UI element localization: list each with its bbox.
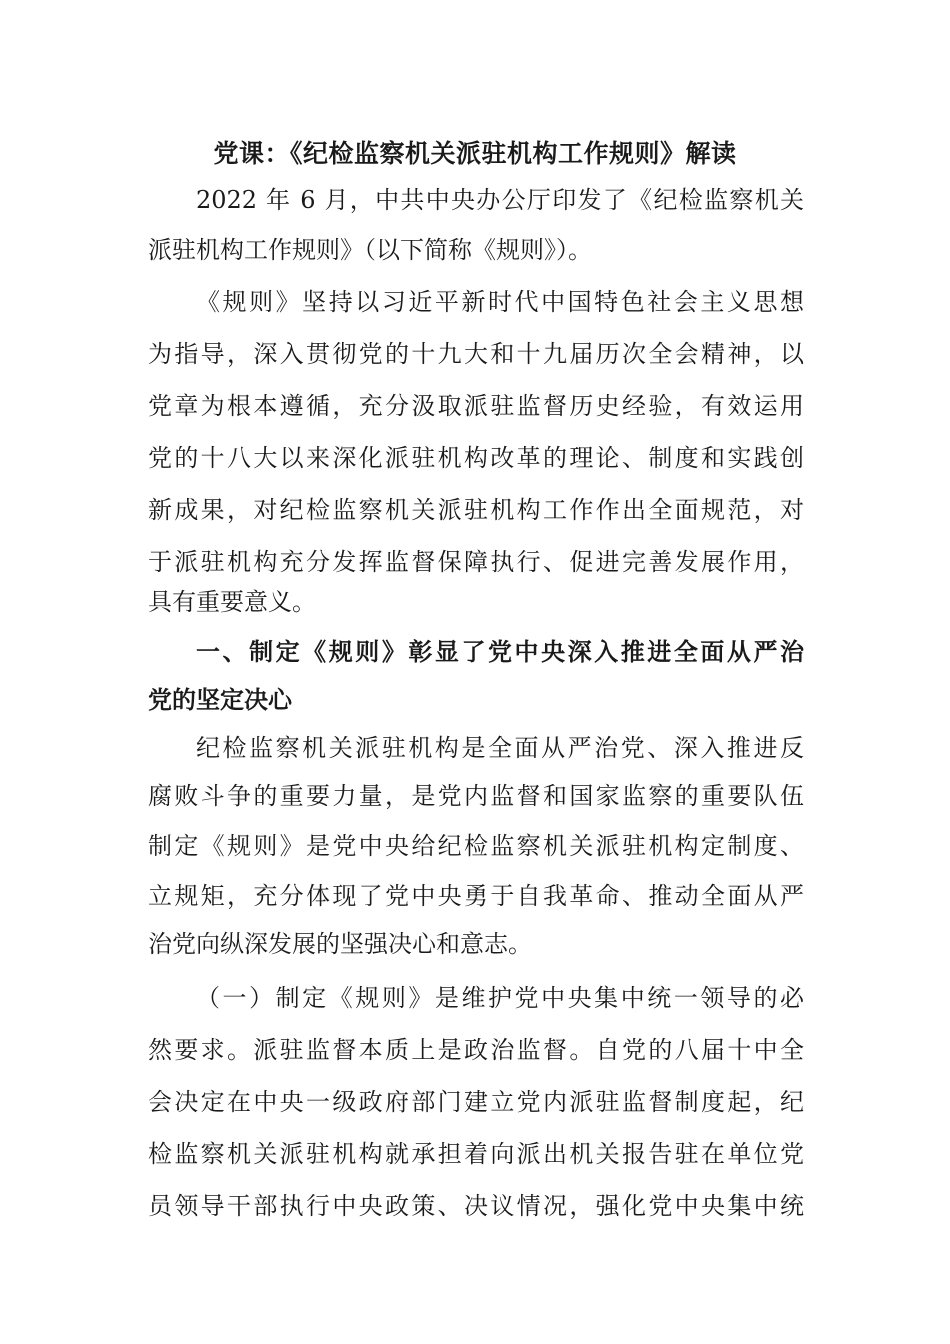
paragraph-line: 2022 年 6 月，中共中央办公厅印发了《纪检监察机关	[196, 186, 804, 214]
paragraph-line: 具有重要意义。	[148, 588, 316, 616]
paragraph-line: 党章为根本遵循，充分汲取派驻监督历史经验，有效运用	[148, 392, 804, 420]
section-heading: 党的坚定决心	[148, 686, 292, 714]
paragraph-line: 员领导干部执行中央政策、决议情况，强化党中央集中统	[148, 1192, 804, 1220]
paragraph-line: 党的十八大以来深化派驻机构改革的理论、制度和实践创	[148, 444, 804, 472]
paragraph-line: 于派驻机构充分发挥监督保障执行、促进完善发展作用，	[148, 548, 804, 576]
paragraph-line: 《规则》坚持以习近平新时代中国特色社会主义思想	[196, 288, 804, 316]
paragraph-line: 纪检监察机关派驻机构是全面从严治党、深入推进反	[196, 734, 804, 762]
paragraph-line: 为指导，深入贯彻党的十九大和十九届历次全会精神，以	[148, 340, 804, 368]
paragraph-line: 治党向纵深发展的坚强决心和意志。	[148, 930, 532, 958]
paragraph-line: 派驻机构工作规则》（以下简称《规则》）。	[148, 236, 592, 264]
paragraph-line: 制定《规则》是党中央给纪检监察机关派驻机构定制度、	[148, 832, 804, 860]
paragraph-line: 立规矩，充分体现了党中央勇于自我革命、推动全面从严	[148, 882, 804, 910]
paragraph-line: 会决定在中央一级政府部门建立党内派驻监督制度起，纪	[148, 1088, 804, 1116]
section-heading: 一、制定《规则》彰显了党中央深入推进全面从严治	[196, 638, 804, 666]
paragraph-line: （一）制定《规则》是维护党中央集中统一领导的必	[196, 984, 804, 1012]
paragraph-line: 检监察机关派驻机构就承担着向派出机关报告驻在单位党	[148, 1140, 804, 1168]
paragraph-line: 新成果，对纪检监察机关派驻机构工作作出全面规范，对	[148, 496, 804, 524]
paragraph-line: 然要求。派驻监督本质上是政治监督。自党的八届十中全	[148, 1036, 804, 1064]
document-title: 党课：《纪检监察机关派驻机构工作规则》解读	[213, 139, 737, 168]
paragraph-line: 腐败斗争的重要力量，是党内监督和国家监察的重要队伍	[148, 782, 804, 810]
